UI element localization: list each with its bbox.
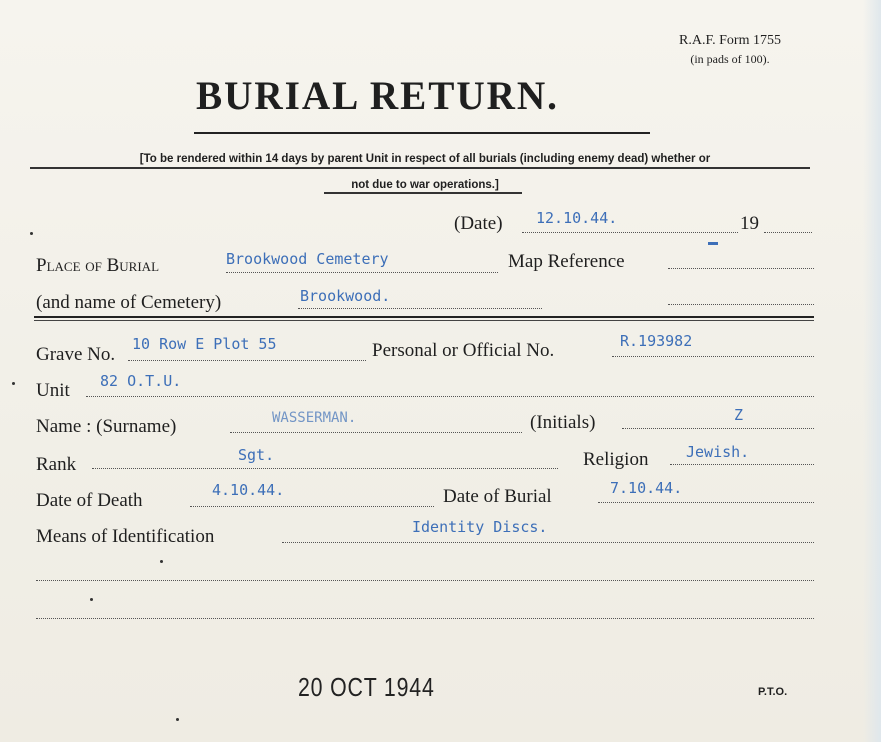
map-reference-label: Map Reference bbox=[508, 251, 625, 272]
unit-field-line bbox=[86, 378, 814, 397]
instructions-line-2: not due to war operations.] bbox=[351, 179, 499, 191]
pto-note: P.T.O. bbox=[758, 686, 788, 698]
year-prefix: 19 bbox=[740, 213, 759, 234]
initials-field-line bbox=[622, 410, 814, 429]
identification-value: Identity Discs. bbox=[412, 518, 548, 536]
personal-no-value: R.193982 bbox=[620, 332, 693, 350]
rank-field-line bbox=[92, 450, 558, 469]
initials-label: (Initials) bbox=[530, 412, 596, 433]
year-field-line bbox=[764, 214, 812, 233]
cemetery-name-label: (and name of Cemetery) bbox=[36, 292, 222, 313]
map-reference-field-line-2 bbox=[668, 286, 814, 305]
section-divider-thin bbox=[34, 320, 814, 321]
date-label: (Date) bbox=[454, 213, 503, 234]
religion-label: Religion bbox=[583, 449, 649, 470]
date-of-burial-value: 7.10.44. bbox=[610, 479, 683, 497]
page-title: BURIAL RETURN. bbox=[196, 73, 559, 118]
place-of-burial-label: Place of Burial bbox=[36, 255, 160, 276]
page-edge bbox=[863, 0, 881, 742]
place-of-burial-value: Brookwood Cemetery bbox=[226, 250, 389, 268]
grave-no-label: Grave No. bbox=[36, 344, 116, 365]
title-underline bbox=[194, 132, 650, 134]
surname-value: WASSERMAN. bbox=[272, 410, 357, 426]
map-reference-field-line bbox=[668, 250, 814, 269]
rank-label: Rank bbox=[36, 454, 77, 475]
personal-no-label: Personal or Official No. bbox=[372, 340, 555, 361]
section-divider bbox=[34, 316, 814, 318]
unit-value: 82 O.T.U. bbox=[100, 372, 182, 390]
instructions-rule bbox=[30, 167, 810, 169]
ink-speck bbox=[12, 382, 15, 385]
grave-no-value: 10 Row E Plot 55 bbox=[132, 335, 277, 353]
map-reference-mark bbox=[708, 242, 718, 245]
ink-speck bbox=[30, 232, 33, 235]
date-of-death-label: Date of Death bbox=[36, 490, 143, 511]
instructions-line-1: [To be rendered within 14 days by parent Unit in respect of all burials (including enemy dead) whether or bbox=[139, 153, 711, 165]
form-reference bbox=[630, 32, 830, 68]
surname-label: Name : (Surname) bbox=[36, 416, 177, 437]
identification-label: Means of Identification bbox=[36, 526, 215, 547]
blank-line-2 bbox=[36, 600, 814, 619]
blank-line-1 bbox=[36, 562, 814, 581]
date-value: 12.10.44. bbox=[536, 209, 618, 227]
form-number: R.A.F. Form 1755 bbox=[679, 33, 781, 48]
form-pad-note: (in pads of 100). bbox=[690, 52, 770, 66]
received-date-stamp: 20 OCT 1944 bbox=[298, 672, 435, 702]
ink-speck bbox=[176, 718, 179, 721]
religion-value: Jewish. bbox=[686, 443, 750, 461]
unit-label: Unit bbox=[36, 380, 70, 401]
initials-value: Z bbox=[734, 406, 744, 424]
ink-speck bbox=[90, 598, 93, 601]
cemetery-name-value: Brookwood. bbox=[300, 287, 391, 305]
ink-speck bbox=[160, 560, 163, 563]
instructions bbox=[30, 146, 820, 198]
rank-value: Sgt. bbox=[238, 446, 275, 464]
instructions-rule-short bbox=[324, 192, 522, 194]
date-of-burial-label: Date of Burial bbox=[443, 486, 552, 507]
identification-field-line bbox=[282, 524, 814, 543]
date-of-death-value: 4.10.44. bbox=[212, 481, 285, 499]
